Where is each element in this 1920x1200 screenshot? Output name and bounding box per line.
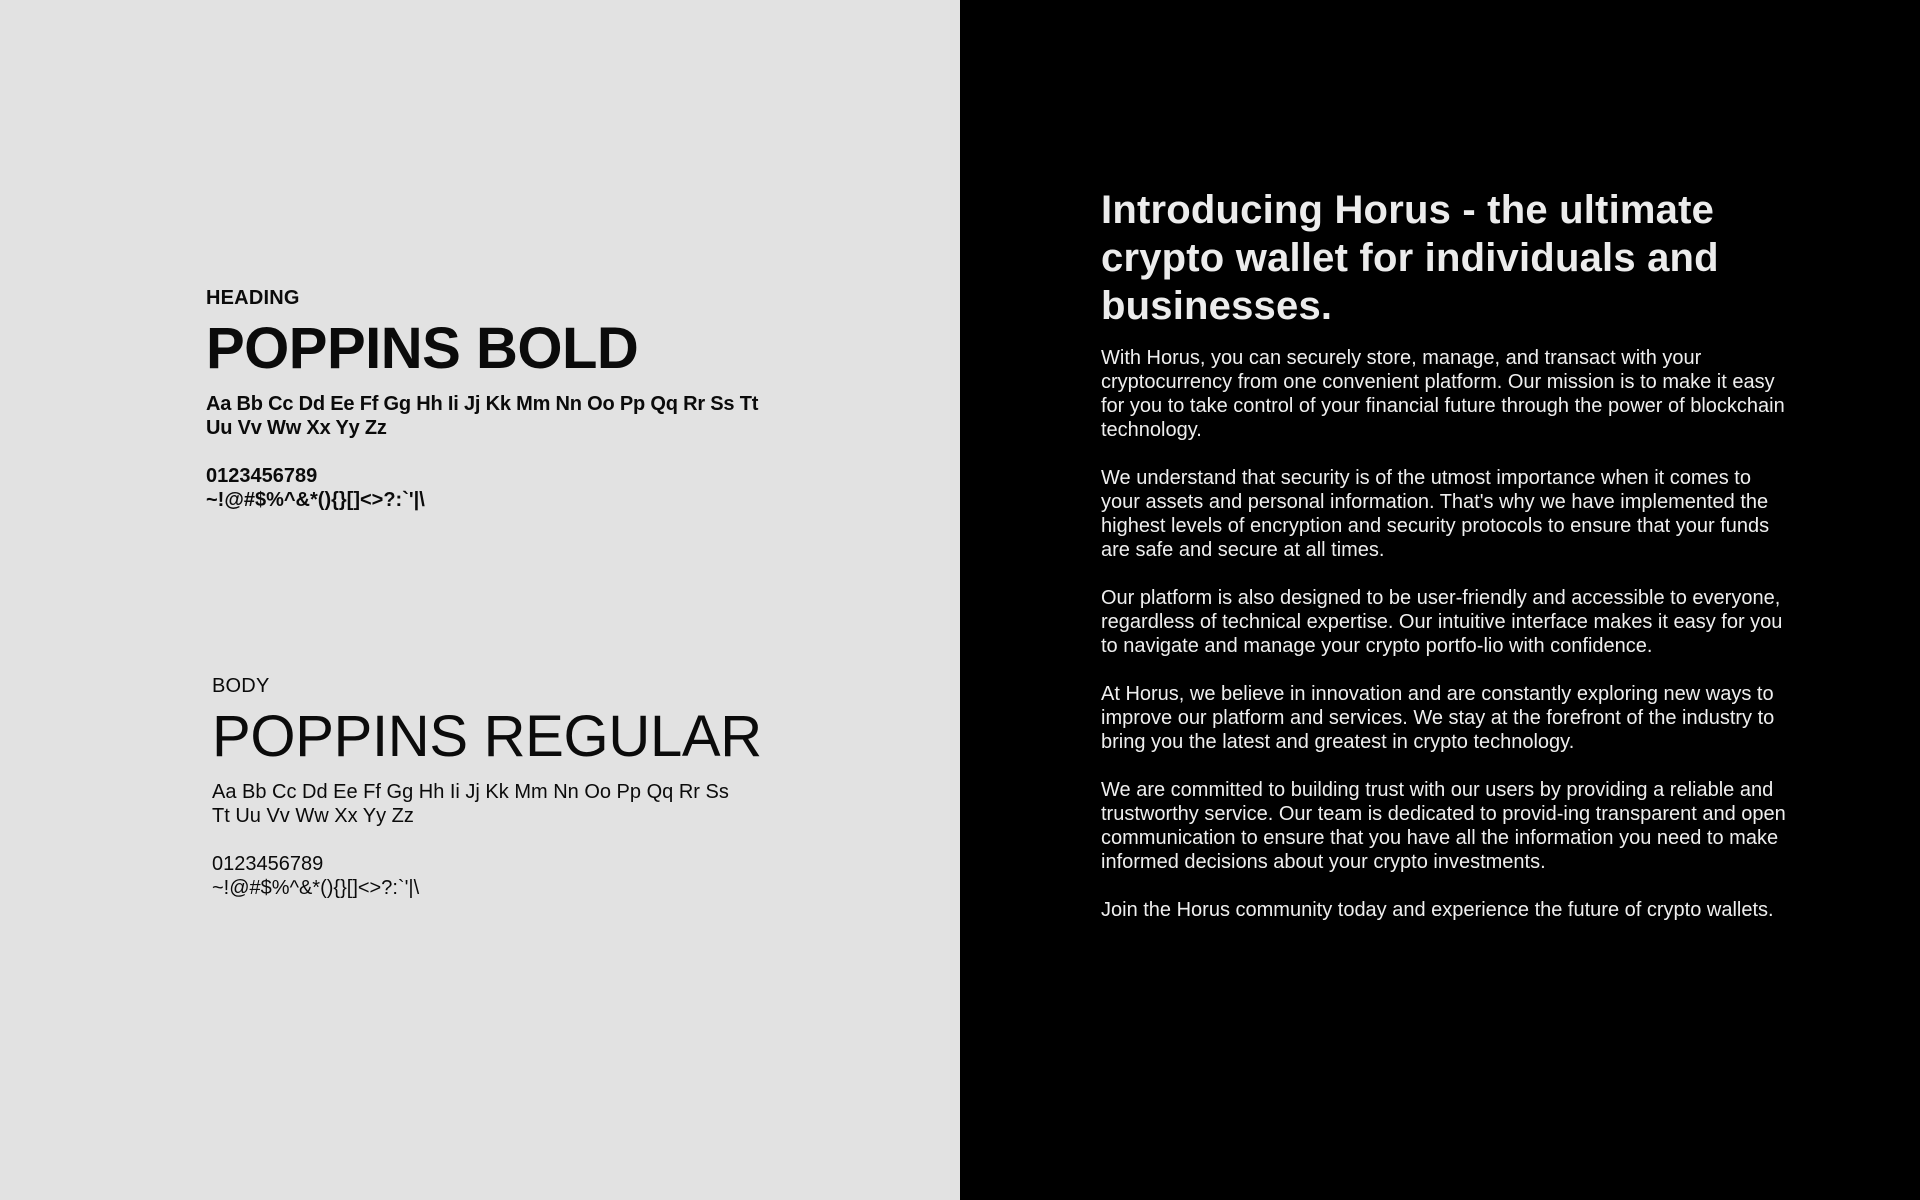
intro-title: Introducing Horus - the ultimate crypto wallet for individuals and businesses. bbox=[1101, 188, 1719, 328]
body-spec-label: BODY bbox=[212, 675, 270, 697]
heading-font-spec bbox=[206, 284, 766, 512]
heading-symbols-sample: ~!@#$%^&*(){}[]<>?:`'|\ bbox=[206, 489, 425, 511]
intro-paragraph: At Horus, we believe in innovation and are constantly exploring new ways to improve our platform and services. We stay at the forefront of the industry to bring you the latest and greatest in crypto technology. bbox=[1101, 683, 1775, 753]
intro-paragraph: Join the Horus community today and experience the future of crypto wallets. bbox=[1101, 899, 1774, 921]
intro-paragraph: We are committed to building trust with our users by providing a reliable and trustworthy service. Our team is dedicated to provid-ing transparent and open communication to ensure that you have all the information you need to make informed decisions about your crypto investments. bbox=[1101, 779, 1786, 873]
body-font-name: POPPINS REGULAR bbox=[212, 704, 762, 769]
heading-digits-sample: 0123456789 bbox=[206, 465, 318, 487]
heading-font-name: POPPINS BOLD bbox=[206, 316, 639, 381]
body-font-spec bbox=[212, 672, 762, 900]
intro-paragraph: With Horus, you can securely store, manage, and transact with your cryptocurrency from one convenient platform. Our mission is to make it easy for you to take control of your financial future through the power of blockchain technology. bbox=[1101, 347, 1785, 441]
intro-paragraph: We understand that security is of the utmost importance when it comes to your assets and personal information. That's why we have implemented the highest levels of encryption and security protocols to ensure that your funds are safe and secure at all times. bbox=[1101, 467, 1770, 561]
body-alphabet-sample: Aa Bb Cc Dd Ee Ff Gg Hh Ii Jj Kk Mm Nn Oo Pp Qq Rr Ss Tt Uu Vv Ww Xx Yy Zz bbox=[212, 781, 729, 827]
intro-panel bbox=[960, 0, 1920, 1200]
body-digits-sample: 0123456789 bbox=[212, 853, 324, 875]
heading-spec-label: HEADING bbox=[206, 287, 300, 309]
intro-article bbox=[1101, 186, 1791, 922]
heading-alphabet-sample: Aa Bb Cc Dd Ee Ff Gg Hh Ii Jj Kk Mm Nn Oo Pp Qq Rr Ss Tt Uu Vv Ww Xx Yy Zz bbox=[206, 393, 759, 439]
intro-paragraph: Our platform is also designed to be user-friendly and accessible to everyone, regardless of technical expertise. Our intuitive interface makes it easy for you to navigate and manage your crypto portfo-lio with confidence. bbox=[1101, 587, 1783, 657]
body-symbols-sample: ~!@#$%^&*(){}[]<>?:`'|\ bbox=[212, 877, 420, 899]
